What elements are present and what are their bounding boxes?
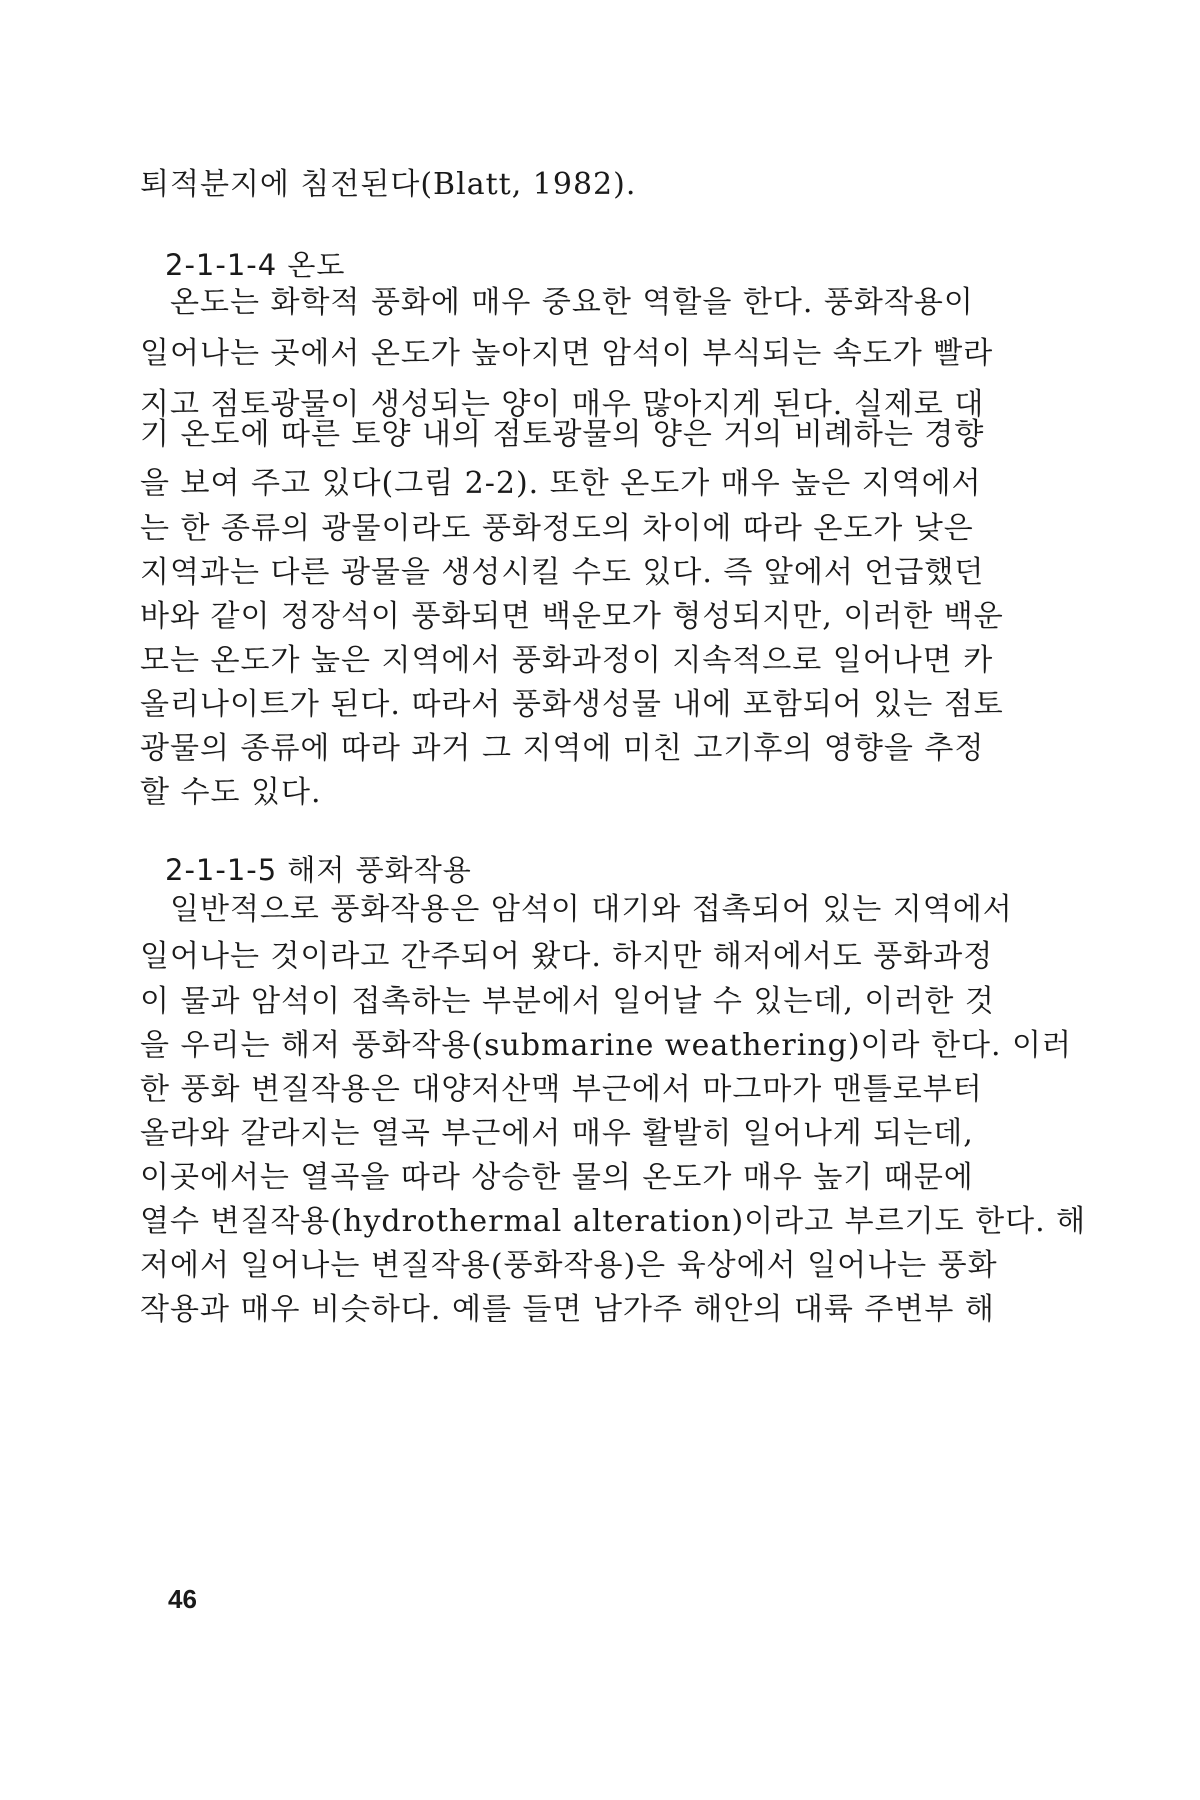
paragraph-line: 모는 온도가 높은 지역에서 풍화과정이 지속적으로 일어나면 카 [140,643,994,678]
paragraph-line: 이 물과 암석이 접촉하는 부분에서 일어날 수 있는데, 이러한 것 [140,984,995,1019]
paragraph-line: 지역과는 다른 광물을 생성시킬 수도 있다. 즉 앞에서 언급했던 [140,555,985,590]
paragraph-line: 온도는 화학적 풍화에 매우 중요한 역할을 한다. 풍화작용이 [170,285,974,320]
intro-line: 퇴적분지에 침전된다(Blatt, 1982). [140,167,637,202]
paragraph-line: 을 우리는 해저 풍화작용(submarine weathering)이라 한다. 이러 [140,1028,1073,1063]
paragraph-line: 일어나는 것이라고 간주되어 왔다. 하지만 해저에서도 풍화과정 [140,939,994,974]
paragraph-line: 한 풍화 변질작용은 대양저산맥 부근에서 마그마가 맨틀로부터 [140,1072,983,1107]
paragraph-line: 저에서 일어나는 변질작용(풍화작용)은 육상에서 일어나는 풍화 [140,1248,998,1283]
page-number: 46 [168,1584,197,1614]
paragraph-line: 일반적으로 풍화작용은 암석이 대기와 접촉되어 있는 지역에서 [170,892,1013,927]
paragraph-line: 일어나는 곳에서 온도가 높아지면 암석이 부식되는 속도가 빨라 [140,336,994,371]
paragraph-line: 할 수도 있다. [140,775,322,810]
paragraph-line: 올리나이트가 된다. 따라서 풍화생성물 내에 포함되어 있는 점토 [140,687,1004,722]
paragraph-line: 작용과 매우 비슷하다. 예를 들면 남가주 해안의 대륙 주변부 해 [140,1292,995,1327]
section-heading-submarine-weathering: 2-1-1-5 해저 풍화작용 [165,853,472,887]
paragraph-line: 는 한 종류의 광물이라도 풍화정도의 차이에 따라 온도가 낮은 [140,511,974,546]
paragraph-line: 광물의 종류에 따라 과거 그 지역에 미친 고기후의 영향을 추정 [140,731,985,766]
paragraph-line: 바와 같이 정장석이 풍화되면 백운모가 형성되지만, 이러한 백운 [140,599,1004,634]
paragraph-line: 기 온도에 따른 토양 내의 점토광물의 양은 거의 비례하는 경향 [140,417,985,452]
paragraph-line: 올라와 갈라지는 열곡 부근에서 매우 활발히 일어나게 되는데, [140,1116,974,1151]
paragraph-line: 이곳에서는 열곡을 따라 상승한 물의 온도가 매우 높기 때문에 [140,1160,974,1195]
paragraph-line: 지고 점토광물이 생성되는 양이 매우 많아지게 된다. 실제로 대 [140,387,985,422]
paragraph-line: 을 보여 주고 있다(그림 2-2). 또한 온도가 매우 높은 지역에서 [140,466,982,501]
paragraph-line: 열수 변질작용(hydrothermal alteration)이라고 부르기도 한다. 해 [140,1204,1087,1239]
section-heading-temperature: 2-1-1-4 온도 [165,248,346,282]
